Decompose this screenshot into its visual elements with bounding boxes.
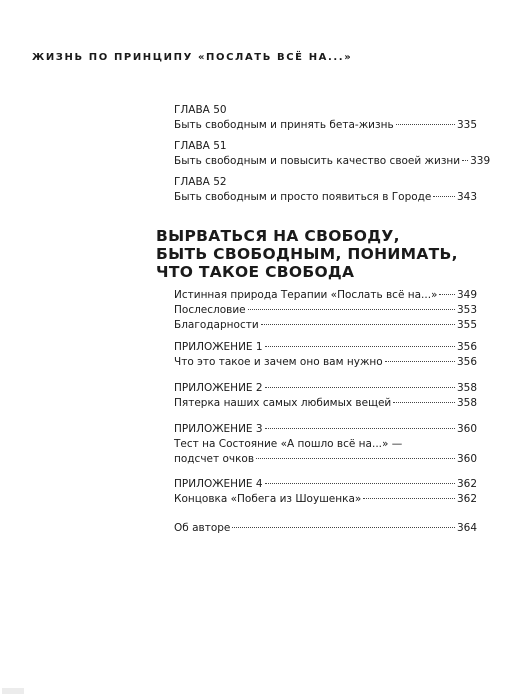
appendix-label[interactable]: [174, 381, 477, 396]
page-number: 356: [456, 356, 477, 368]
entry-title: Что это такое и зачем оно вам нужно: [174, 356, 383, 368]
chapter-50: [174, 103, 477, 133]
page-number: 355: [456, 319, 477, 331]
part-title-line: ВЫРВАТЬСЯ НА СВОБОДУ,: [156, 227, 400, 245]
appendix-1: [174, 340, 477, 370]
appendix-label[interactable]: [174, 422, 477, 437]
chapter-label: ГЛАВА 52: [174, 176, 227, 188]
entry-title-line: Тест на Состояние «А пошло всё на...» —: [174, 438, 403, 450]
appendix-3: [174, 422, 477, 467]
entry-title: Концовка «Побега из Шоушенка»: [174, 493, 362, 505]
dot-leader: [385, 361, 455, 362]
entry-title: Истинная природа Терапии «Послать всё на...»: [174, 289, 438, 301]
page-number: 358: [456, 382, 477, 394]
page-number: 360: [456, 453, 477, 465]
entry-title: Пятерка наших самых любимых вещей: [174, 397, 392, 409]
page-number: 343: [456, 191, 477, 203]
dot-leader: [462, 160, 468, 161]
page-number: 349: [456, 289, 477, 301]
page-number: 364: [456, 522, 477, 534]
appendix-2: [174, 381, 477, 411]
dot-leader: [265, 483, 455, 484]
part-entries: [174, 288, 477, 333]
chapter-52: [174, 175, 477, 205]
entry-title: ПРИЛОЖЕНИЕ 3: [174, 423, 263, 435]
dot-leader: [265, 428, 455, 429]
part-title: [156, 227, 458, 281]
page-number: 335: [456, 119, 477, 131]
part-title-line: БЫТЬ СВОБОДНЫМ, ПОНИМАТЬ,: [156, 245, 458, 263]
page-number: 362: [456, 493, 477, 505]
entry-title: ПРИЛОЖЕНИЕ 1: [174, 341, 263, 353]
entry-title: Благодарности: [174, 319, 259, 331]
page-number: 360: [456, 423, 477, 435]
chapter-label: ГЛАВА 50: [174, 104, 227, 116]
dot-leader: [439, 294, 454, 295]
entry-title: Об авторе: [174, 522, 231, 534]
entry-title: Быть свободным и принять бета-жизнь: [174, 119, 394, 131]
entry-title: ПРИЛОЖЕНИЕ 4: [174, 478, 263, 490]
entry-title: Быть свободным и просто появиться в Городе: [174, 191, 432, 203]
dot-leader: [396, 124, 455, 125]
about-author: [174, 521, 477, 536]
appendix-label[interactable]: [174, 340, 477, 355]
page-number: 339: [470, 155, 491, 167]
chapter-51: [174, 139, 491, 169]
appendix-4: [174, 477, 477, 507]
dot-leader: [265, 346, 455, 347]
dot-leader: [265, 387, 455, 388]
dot-leader: [248, 309, 455, 310]
part-title-line: ЧТО ТАКОЕ СВОБОДА: [156, 263, 355, 281]
dot-leader: [261, 324, 455, 325]
entry-title: Быть свободным и повысить качество своей жизни: [174, 155, 461, 167]
page-number: 353: [456, 304, 477, 316]
toc-entry[interactable]: [174, 318, 477, 333]
dot-leader: [232, 527, 455, 528]
toc-entry[interactable]: [174, 355, 477, 370]
dot-leader: [256, 458, 455, 459]
appendix-label[interactable]: [174, 477, 477, 492]
toc-entry[interactable]: [174, 452, 477, 467]
running-head: ЖИЗНЬ ПО ПРИНЦИПУ «ПОСЛАТЬ ВСЁ НА...»: [32, 52, 353, 63]
page-number: 362: [456, 478, 477, 490]
toc-entry[interactable]: [174, 492, 477, 507]
entry-title: Послесловие: [174, 304, 246, 316]
toc-entry[interactable]: [174, 396, 477, 411]
page-number: 358: [456, 397, 477, 409]
toc-entry[interactable]: [174, 303, 477, 318]
dot-leader: [393, 402, 455, 403]
toc-entry[interactable]: [174, 288, 477, 303]
entry-title: подсчет очков: [174, 453, 255, 465]
toc-entry[interactable]: [174, 190, 477, 205]
dot-leader: [433, 196, 455, 197]
corner-mark: [2, 688, 24, 694]
page-number: 356: [456, 341, 477, 353]
toc-entry[interactable]: [174, 521, 477, 536]
dot-leader: [363, 498, 455, 499]
toc-entry[interactable]: [174, 118, 477, 133]
toc-entry[interactable]: [174, 154, 491, 169]
chapter-label: ГЛАВА 51: [174, 140, 227, 152]
entry-title: ПРИЛОЖЕНИЕ 2: [174, 382, 263, 394]
